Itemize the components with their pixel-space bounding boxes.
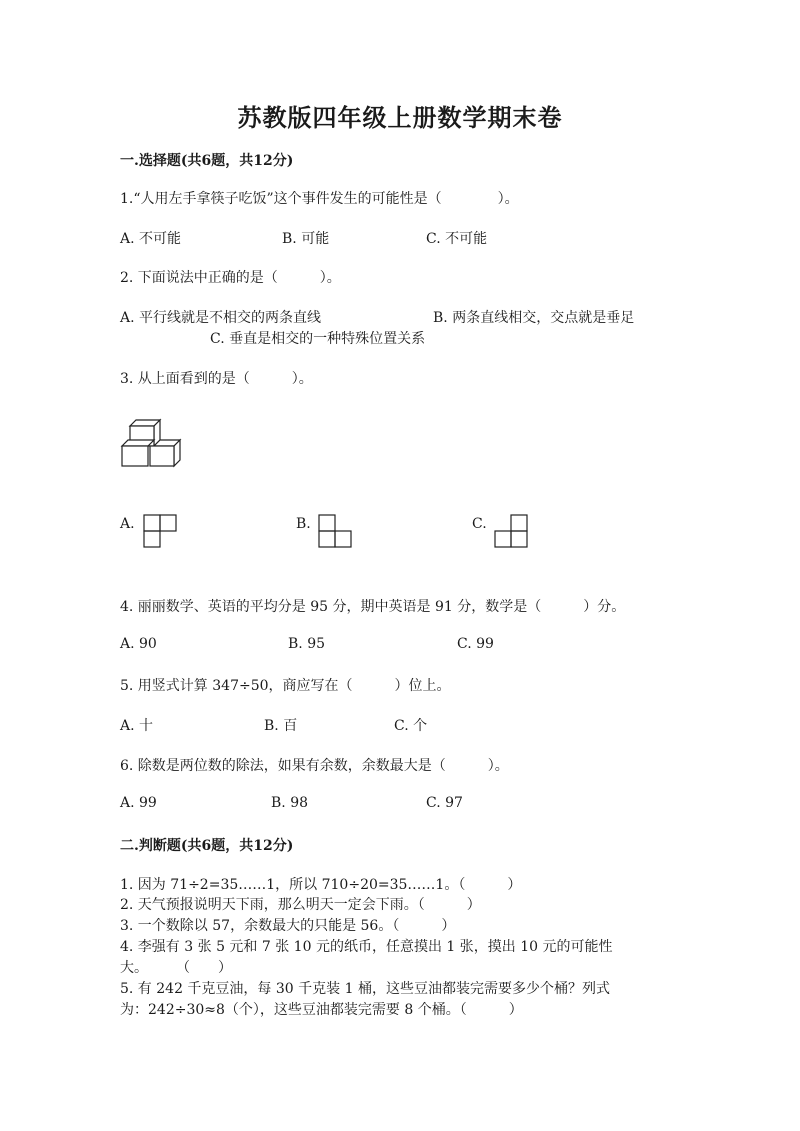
- q1-option-a: A. 不可能: [120, 231, 182, 247]
- q5-option-a: A. 十: [120, 718, 154, 734]
- tf-item-5-line-2: 为：242÷30≈8（个），这些豆油都装完需要 8 个桶。（ ）: [120, 1002, 523, 1018]
- question-6: 6. 除数是两位数的除法，如果有余数，余数最大是（ ）。: [120, 758, 509, 774]
- q1-option-c: C. 不可能: [426, 231, 488, 247]
- tf-item-5-line-1: 5. 有 242 千克豆油，每 30 千克装 1 桶，这些豆油都装完需要多少个桶？列式: [120, 981, 610, 997]
- q4-option-a: A. 90: [120, 636, 157, 652]
- q2-option-a: A. 平行线就是不相交的两条直线: [120, 310, 322, 326]
- section-heading-true-false: 二.判断题(共6题，共12分): [120, 838, 294, 854]
- q1-option-b: B. 可能: [282, 231, 330, 247]
- q4-option-b: B. 95: [288, 636, 326, 652]
- q3-option-a: A.: [120, 516, 135, 532]
- question-5: 5. 用竖式计算 347÷50，商应写在（ ）位上。: [120, 678, 451, 694]
- tf-item-1: 1. 因为 71÷2=35……1，所以 710÷20=35……1。（ ）: [120, 877, 522, 893]
- question-2: 2. 下面说法中正确的是（ ）。: [120, 270, 341, 286]
- section-heading-choice: 一.选择题(共6题，共12分): [120, 153, 294, 169]
- tf-item-3: 3. 一个数除以 57，余数最大的只能是 56。（ ）: [120, 918, 456, 934]
- q5-option-c: C. 个: [394, 718, 428, 734]
- q2-option-c: C. 垂直是相交的一种特殊位置关系: [210, 331, 426, 347]
- tf-item-4-line-1: 4. 李强有 3 张 5 元和 7 张 10 元的纸币，任意摸出 1 张，摸出 10 元的可能性: [120, 939, 613, 955]
- tf-item-2: 2. 天气预报说明天下雨，那么明天一定会下雨。（ ）: [120, 897, 481, 913]
- q6-option-a: A. 99: [120, 795, 157, 811]
- q2-option-b: B. 两条直线相交，交点就是垂足: [433, 310, 635, 326]
- question-3: 3. 从上面看到的是（ ）。: [120, 371, 313, 387]
- q6-option-b: B. 98: [271, 795, 309, 811]
- q3-figure-a: [143, 514, 179, 550]
- tf-item-4-line-2: 大。 （ ）: [120, 960, 232, 976]
- page-title: 苏教版四年级上册数学期末卷: [237, 103, 563, 132]
- q3-figure-c: [494, 514, 530, 550]
- cube-stack-figure: [120, 420, 182, 468]
- q3-figure-b: [318, 514, 354, 550]
- q3-option-b: B.: [296, 516, 311, 532]
- question-4: 4. 丽丽数学、英语的平均分是 95 分，期中英语是 91 分，数学是（ ）分。: [120, 599, 626, 615]
- q5-option-b: B. 百: [264, 718, 298, 734]
- q4-option-c: C. 99: [457, 636, 494, 652]
- question-1: 1.“人用左手拿筷子吃饭”这个事件发生的可能性是（ ）。: [120, 191, 519, 207]
- q3-option-c: C.: [472, 516, 487, 532]
- q6-option-c: C. 97: [426, 795, 463, 811]
